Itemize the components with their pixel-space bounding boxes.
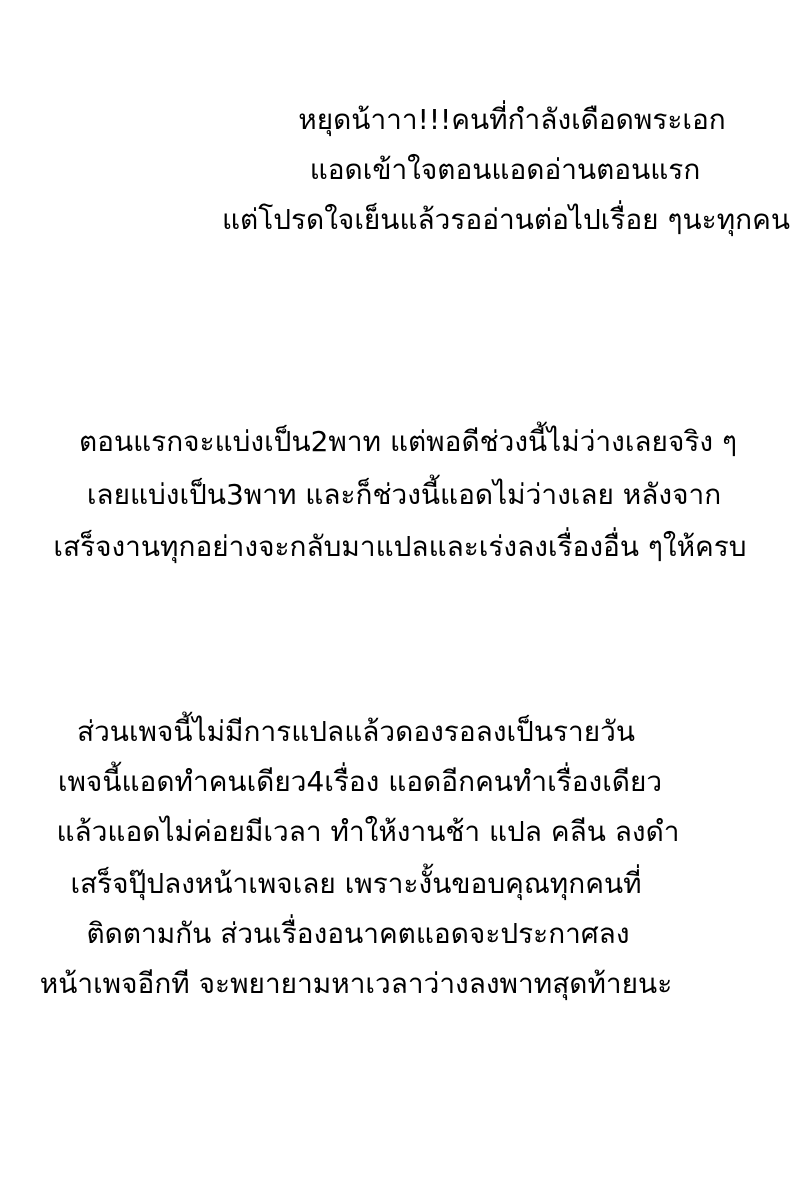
paragraph-2-line-3: เสร็จงานทุกอย่างจะกลับมาแปลและเร่งลงเรื่องอื่น ๆให้ครบ (53, 530, 747, 563)
paragraph-1-line-3: แต่โปรดใจเย็นแล้วรออ่านต่อไปเรื่อย ๆนะทุกคน (221, 203, 790, 236)
paragraph-2-line-2: เลยแบ่งเป็น3พาท และก็ช่วงนี้แอดไม่ว่างเลย หลังจาก (86, 478, 722, 511)
paragraph-3-line-2: เพจนี้แอดทำคนเดียว4เรื่อง แอดอีกคนทำเรื่องเดียว (57, 765, 663, 798)
paragraph-3-line-3: แล้วแอดไม่ค่อยมีเวลา ทำให้งานช้า แปล คลีน ลงดำ (56, 815, 680, 848)
paragraph-3-line-6: หน้าเพจอีกที จะพยายามหาเวลาว่างลงพาทสุดท้ายนะ (39, 967, 673, 1000)
paragraph-3-line-1: ส่วนเพจนี้ไม่มีการแปลแล้วดองรอลงเป็นรายวัน (76, 715, 636, 748)
paragraph-3-line-5: ติดตามกัน ส่วนเรื่องอนาคตแอดจะประกาศลง (86, 917, 630, 950)
paragraph-1-line-2: แอดเข้าใจตอนแอดอ่านตอนแรก (309, 153, 701, 186)
paragraph-3-line-4: เสร็จปุ๊ปลงหน้าเพจเลย เพราะงั้นขอบคุณทุกคนที่ (70, 867, 642, 900)
paragraph-1-line-1: หยุดน้าาา!!!คนที่กำลังเดือดพระเอก (298, 103, 726, 136)
paragraph-2-line-1: ตอนแรกจะแบ่งเป็น2พาท แต่พอดีช่วงนี้ไม่ว่างเลยจริง ๆ (78, 425, 738, 458)
